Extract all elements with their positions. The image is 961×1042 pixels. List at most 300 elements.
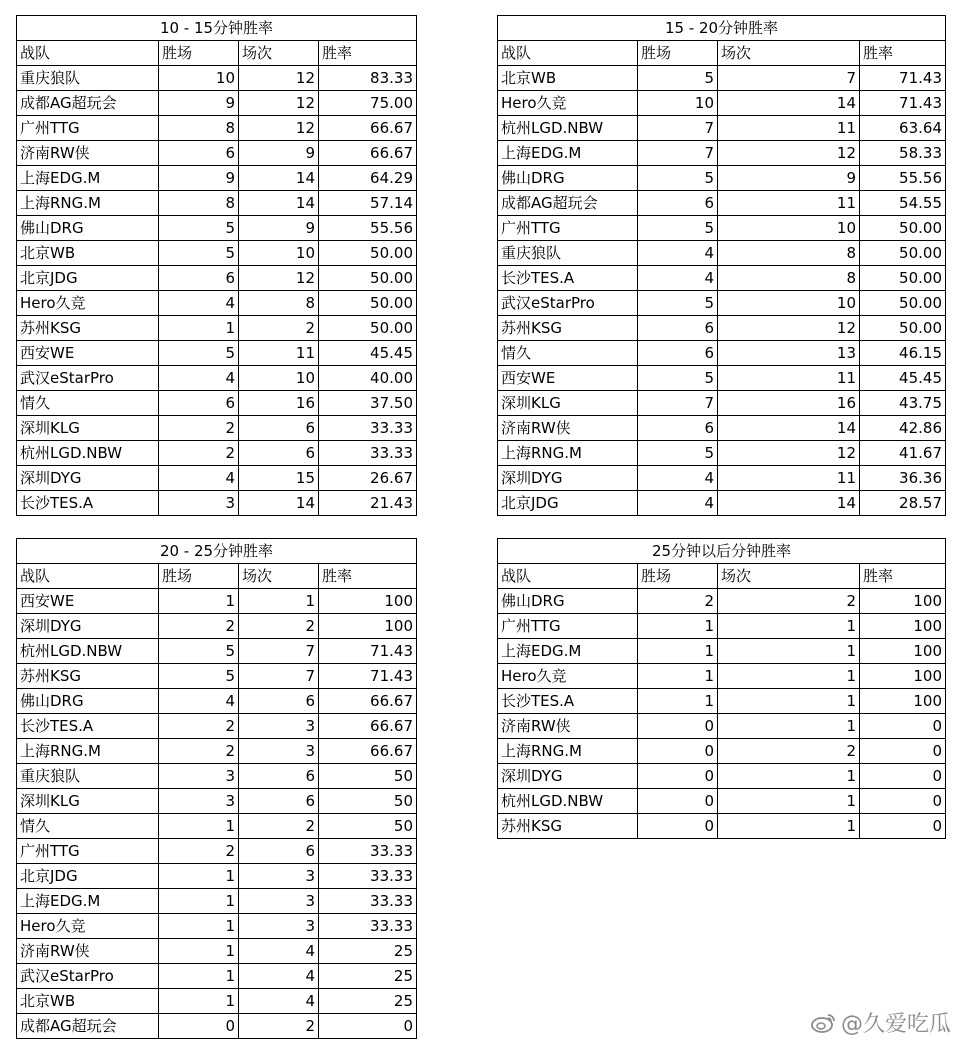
- win-rate-cell: 26.67: [319, 466, 417, 491]
- team-cell: 广州TTG: [498, 614, 638, 639]
- wins-cell: 5: [638, 291, 718, 316]
- wins-cell: 0: [638, 789, 718, 814]
- win-rate-cell: 55.56: [319, 216, 417, 241]
- games-cell: 2: [239, 1014, 319, 1039]
- games-cell: 11: [718, 191, 860, 216]
- team-cell: 深圳DYG: [17, 614, 159, 639]
- games-cell: 12: [239, 266, 319, 291]
- games-cell: 1: [718, 639, 860, 664]
- team-cell: 佛山DRG: [498, 166, 638, 191]
- table-row: [498, 241, 946, 266]
- column-header: 场次: [239, 41, 319, 66]
- wins-cell: 5: [638, 441, 718, 466]
- team-cell: 杭州LGD.NBW: [17, 639, 159, 664]
- games-cell: 10: [239, 366, 319, 391]
- wins-cell: 1: [159, 914, 239, 939]
- win-rate-cell: 25: [319, 989, 417, 1014]
- table-row: [498, 391, 946, 416]
- table-row: [17, 366, 417, 391]
- team-cell: 西安WE: [17, 341, 159, 366]
- wins-cell: 1: [159, 964, 239, 989]
- team-cell: 苏州KSG: [498, 814, 638, 839]
- wins-cell: 10: [159, 66, 239, 91]
- watermark-text: @久爱吃瓜: [840, 1012, 951, 1037]
- games-cell: 1: [718, 814, 860, 839]
- games-cell: 7: [718, 66, 860, 91]
- table-title: 15 - 20分钟胜率: [498, 16, 946, 41]
- games-cell: 11: [718, 366, 860, 391]
- wins-cell: 5: [159, 664, 239, 689]
- games-cell: 6: [239, 839, 319, 864]
- column-header: 战队: [17, 41, 159, 66]
- win-rate-table-20-25: [16, 538, 417, 1039]
- table-row: [17, 191, 417, 216]
- table-row: [498, 764, 946, 789]
- team-cell: Hero久竞: [17, 291, 159, 316]
- games-cell: 9: [239, 141, 319, 166]
- win-rate-cell: 66.67: [319, 739, 417, 764]
- win-rate-cell: 33.33: [319, 416, 417, 441]
- wins-cell: 1: [638, 614, 718, 639]
- team-cell: 武汉eStarPro: [17, 366, 159, 391]
- games-cell: 13: [718, 341, 860, 366]
- games-cell: 14: [239, 166, 319, 191]
- team-cell: 杭州LGD.NBW: [498, 116, 638, 141]
- table-row: [498, 116, 946, 141]
- team-cell: 北京WB: [17, 989, 159, 1014]
- games-cell: 16: [718, 391, 860, 416]
- column-header: 场次: [718, 564, 860, 589]
- table-row: [17, 939, 417, 964]
- table-row: [17, 814, 417, 839]
- table-title: 25分钟以后分钟胜率: [498, 539, 946, 564]
- table-row: [498, 191, 946, 216]
- games-cell: 4: [239, 939, 319, 964]
- column-header: 胜场: [159, 41, 239, 66]
- table-row: [498, 166, 946, 191]
- win-rate-cell: 46.15: [860, 341, 946, 366]
- table-row: [498, 789, 946, 814]
- table-row: [17, 989, 417, 1014]
- table-header-row: [17, 564, 417, 589]
- wins-cell: 2: [159, 739, 239, 764]
- wins-cell: 4: [159, 689, 239, 714]
- games-cell: 14: [718, 416, 860, 441]
- table-row: [498, 91, 946, 116]
- games-cell: 12: [239, 66, 319, 91]
- games-cell: 6: [239, 789, 319, 814]
- win-rate-cell: 37.50: [319, 391, 417, 416]
- table-header-row: [498, 564, 946, 589]
- games-cell: 11: [718, 466, 860, 491]
- team-cell: 上海EDG.M: [17, 889, 159, 914]
- team-cell: 上海RNG.M: [17, 191, 159, 216]
- team-cell: 武汉eStarPro: [17, 964, 159, 989]
- wins-cell: 7: [638, 141, 718, 166]
- wins-cell: 6: [638, 341, 718, 366]
- win-rate-cell: 50: [319, 814, 417, 839]
- table-row: [498, 441, 946, 466]
- team-cell: 上海RNG.M: [17, 739, 159, 764]
- games-cell: 4: [239, 964, 319, 989]
- team-cell: 济南RW侠: [498, 714, 638, 739]
- column-header: 战队: [17, 564, 159, 589]
- table-row: [17, 589, 417, 614]
- wins-cell: 3: [159, 491, 239, 516]
- team-cell: 西安WE: [498, 366, 638, 391]
- wins-cell: 1: [638, 639, 718, 664]
- games-cell: 1: [718, 689, 860, 714]
- games-cell: 6: [239, 689, 319, 714]
- table-row: [498, 141, 946, 166]
- table-row: [17, 639, 417, 664]
- table-row: [17, 141, 417, 166]
- games-cell: 8: [718, 266, 860, 291]
- win-rate-cell: 100: [319, 589, 417, 614]
- table-row: [17, 66, 417, 91]
- team-cell: 深圳DYG: [498, 764, 638, 789]
- win-rate-cell: 100: [860, 664, 946, 689]
- table-row: [17, 166, 417, 191]
- watermark: [811, 1007, 951, 1038]
- games-cell: 3: [239, 889, 319, 914]
- table-header-row: [498, 41, 946, 66]
- team-cell: 重庆狼队: [498, 241, 638, 266]
- table-row: [498, 366, 946, 391]
- column-header: 胜率: [860, 564, 946, 589]
- wins-cell: 5: [159, 341, 239, 366]
- table-row: [17, 391, 417, 416]
- team-cell: 佛山DRG: [498, 589, 638, 614]
- wins-cell: 2: [638, 589, 718, 614]
- wins-cell: 1: [638, 689, 718, 714]
- column-header: 胜率: [319, 564, 417, 589]
- team-cell: 情久: [17, 391, 159, 416]
- games-cell: 6: [239, 441, 319, 466]
- games-cell: 11: [239, 341, 319, 366]
- wins-cell: 3: [159, 764, 239, 789]
- table-row: [17, 1014, 417, 1039]
- column-header: 胜场: [638, 41, 718, 66]
- team-cell: 深圳KLG: [498, 391, 638, 416]
- win-rate-cell: 71.43: [860, 91, 946, 116]
- team-cell: 苏州KSG: [17, 316, 159, 341]
- team-cell: 北京JDG: [17, 266, 159, 291]
- wins-cell: 6: [638, 191, 718, 216]
- team-cell: 成都AG超玩会: [498, 191, 638, 216]
- wins-cell: 0: [159, 1014, 239, 1039]
- table-title-row: [17, 16, 417, 41]
- win-rate-cell: 71.43: [319, 639, 417, 664]
- win-rate-cell: 0: [860, 739, 946, 764]
- wins-cell: 8: [159, 191, 239, 216]
- table-row: [17, 914, 417, 939]
- team-cell: 情久: [498, 341, 638, 366]
- games-cell: 9: [718, 166, 860, 191]
- team-cell: Hero久竞: [498, 664, 638, 689]
- win-rate-cell: 83.33: [319, 66, 417, 91]
- table-row: [498, 466, 946, 491]
- win-rate-cell: 33.33: [319, 914, 417, 939]
- team-cell: 情久: [17, 814, 159, 839]
- table-row: [498, 814, 946, 839]
- win-rate-cell: 66.67: [319, 116, 417, 141]
- win-rate-cell: 66.67: [319, 689, 417, 714]
- table-row: [17, 291, 417, 316]
- wins-cell: 0: [638, 764, 718, 789]
- wins-cell: 1: [159, 589, 239, 614]
- table-row: [17, 789, 417, 814]
- wins-cell: 2: [159, 441, 239, 466]
- column-header: 胜场: [159, 564, 239, 589]
- table-row: [498, 416, 946, 441]
- win-rate-cell: 71.43: [860, 66, 946, 91]
- games-cell: 7: [239, 664, 319, 689]
- win-rate-table-25-plus: [497, 538, 946, 839]
- games-cell: 12: [718, 316, 860, 341]
- team-cell: 长沙TES.A: [17, 491, 159, 516]
- win-rate-cell: 58.33: [860, 141, 946, 166]
- win-rate-cell: 33.33: [319, 839, 417, 864]
- team-cell: 深圳KLG: [17, 789, 159, 814]
- win-rate-cell: 50.00: [860, 241, 946, 266]
- team-cell: 上海RNG.M: [498, 441, 638, 466]
- table-row: [498, 291, 946, 316]
- wins-cell: 4: [638, 266, 718, 291]
- team-cell: 上海RNG.M: [498, 739, 638, 764]
- team-cell: 深圳DYG: [17, 466, 159, 491]
- wins-cell: 4: [638, 241, 718, 266]
- wins-cell: 1: [159, 989, 239, 1014]
- wins-cell: 1: [159, 889, 239, 914]
- wins-cell: 6: [159, 141, 239, 166]
- wins-cell: 6: [638, 416, 718, 441]
- table-title: 20 - 25分钟胜率: [17, 539, 417, 564]
- games-cell: 14: [718, 91, 860, 116]
- games-cell: 6: [239, 764, 319, 789]
- games-cell: 8: [239, 291, 319, 316]
- games-cell: 12: [239, 116, 319, 141]
- wins-cell: 5: [638, 366, 718, 391]
- wins-cell: 5: [638, 66, 718, 91]
- games-cell: 2: [239, 614, 319, 639]
- team-cell: Hero久竞: [17, 914, 159, 939]
- wins-cell: 1: [159, 814, 239, 839]
- team-cell: 上海EDG.M: [498, 141, 638, 166]
- win-rate-cell: 55.56: [860, 166, 946, 191]
- team-cell: 长沙TES.A: [17, 714, 159, 739]
- win-rate-cell: 64.29: [319, 166, 417, 191]
- win-rate-cell: 0: [860, 789, 946, 814]
- table-row: [17, 316, 417, 341]
- games-cell: 14: [718, 491, 860, 516]
- table-row: [498, 216, 946, 241]
- table-row: [498, 589, 946, 614]
- table-row: [17, 764, 417, 789]
- wins-cell: 6: [159, 266, 239, 291]
- wins-cell: 2: [159, 714, 239, 739]
- wins-cell: 0: [638, 739, 718, 764]
- team-cell: 武汉eStarPro: [498, 291, 638, 316]
- table-row: [498, 664, 946, 689]
- wins-cell: 5: [638, 216, 718, 241]
- wins-cell: 4: [638, 491, 718, 516]
- win-rate-cell: 25: [319, 964, 417, 989]
- win-rate-cell: 75.00: [319, 91, 417, 116]
- team-cell: 长沙TES.A: [498, 266, 638, 291]
- team-cell: 上海EDG.M: [498, 639, 638, 664]
- games-cell: 2: [239, 814, 319, 839]
- win-rate-cell: 50.00: [860, 266, 946, 291]
- table-row: [17, 714, 417, 739]
- team-cell: Hero久竞: [498, 91, 638, 116]
- games-cell: 6: [239, 416, 319, 441]
- table-row: [17, 664, 417, 689]
- wins-cell: 4: [159, 291, 239, 316]
- team-cell: 苏州KSG: [17, 664, 159, 689]
- team-cell: 上海EDG.M: [17, 166, 159, 191]
- win-rate-cell: 33.33: [319, 441, 417, 466]
- win-rate-table-10-15: [16, 15, 417, 516]
- win-rate-cell: 63.64: [860, 116, 946, 141]
- games-cell: 16: [239, 391, 319, 416]
- team-cell: 苏州KSG: [498, 316, 638, 341]
- table-row: [17, 614, 417, 639]
- win-rate-cell: 33.33: [319, 889, 417, 914]
- win-rate-cell: 50.00: [860, 316, 946, 341]
- team-cell: 成都AG超玩会: [17, 1014, 159, 1039]
- wins-cell: 1: [159, 864, 239, 889]
- wins-cell: 3: [159, 789, 239, 814]
- games-cell: 3: [239, 714, 319, 739]
- win-rate-cell: 100: [860, 689, 946, 714]
- team-cell: 北京WB: [17, 241, 159, 266]
- wins-cell: 8: [159, 116, 239, 141]
- win-rate-cell: 50.00: [319, 291, 417, 316]
- win-rate-cell: 50.00: [319, 241, 417, 266]
- games-cell: 4: [239, 989, 319, 1014]
- wins-cell: 4: [159, 366, 239, 391]
- table-row: [17, 689, 417, 714]
- table-title-row: [498, 539, 946, 564]
- games-cell: 10: [718, 216, 860, 241]
- team-cell: 济南RW侠: [17, 141, 159, 166]
- team-cell: 济南RW侠: [498, 416, 638, 441]
- win-rate-cell: 21.43: [319, 491, 417, 516]
- games-cell: 1: [718, 789, 860, 814]
- win-rate-cell: 54.55: [860, 191, 946, 216]
- table-row: [17, 266, 417, 291]
- games-cell: 10: [239, 241, 319, 266]
- team-cell: 北京JDG: [498, 491, 638, 516]
- games-cell: 12: [718, 441, 860, 466]
- table-row: [17, 116, 417, 141]
- win-rate-table-15-20: [497, 15, 946, 516]
- wins-cell: 0: [638, 814, 718, 839]
- table-row: [498, 266, 946, 291]
- table-title: 10 - 15分钟胜率: [17, 16, 417, 41]
- games-cell: 1: [718, 764, 860, 789]
- games-cell: 3: [239, 914, 319, 939]
- games-cell: 1: [718, 714, 860, 739]
- games-cell: 7: [239, 639, 319, 664]
- team-cell: 北京JDG: [17, 864, 159, 889]
- win-rate-cell: 100: [860, 614, 946, 639]
- win-rate-cell: 50.00: [860, 291, 946, 316]
- column-header: 战队: [498, 41, 638, 66]
- win-rate-cell: 45.45: [860, 366, 946, 391]
- win-rate-cell: 66.67: [319, 714, 417, 739]
- wins-cell: 5: [638, 166, 718, 191]
- games-cell: 1: [718, 664, 860, 689]
- win-rate-cell: 100: [860, 639, 946, 664]
- win-rate-cell: 50: [319, 764, 417, 789]
- games-cell: 3: [239, 739, 319, 764]
- table-row: [498, 316, 946, 341]
- team-cell: 广州TTG: [17, 839, 159, 864]
- win-rate-cell: 0: [319, 1014, 417, 1039]
- table-row: [17, 241, 417, 266]
- table-title-row: [498, 16, 946, 41]
- games-cell: 2: [718, 739, 860, 764]
- weibo-icon: [811, 1012, 837, 1034]
- win-rate-cell: 100: [860, 589, 946, 614]
- table-row: [498, 66, 946, 91]
- wins-cell: 5: [159, 241, 239, 266]
- win-rate-cell: 57.14: [319, 191, 417, 216]
- wins-cell: 1: [638, 664, 718, 689]
- games-cell: 11: [718, 116, 860, 141]
- wins-cell: 1: [159, 939, 239, 964]
- win-rate-cell: 0: [860, 764, 946, 789]
- wins-cell: 9: [159, 91, 239, 116]
- team-cell: 重庆狼队: [17, 66, 159, 91]
- wins-cell: 0: [638, 714, 718, 739]
- win-rate-cell: 71.43: [319, 664, 417, 689]
- table-row: [17, 341, 417, 366]
- team-cell: 广州TTG: [17, 116, 159, 141]
- table-row: [17, 491, 417, 516]
- games-cell: 3: [239, 864, 319, 889]
- wins-cell: 2: [159, 614, 239, 639]
- win-rate-cell: 41.67: [860, 441, 946, 466]
- column-header: 场次: [239, 564, 319, 589]
- wins-cell: 6: [638, 316, 718, 341]
- table-row: [498, 689, 946, 714]
- table-row: [17, 889, 417, 914]
- table-row: [498, 614, 946, 639]
- table-row: [17, 441, 417, 466]
- table-row: [17, 839, 417, 864]
- wins-cell: 4: [638, 466, 718, 491]
- table-row: [17, 739, 417, 764]
- games-cell: 1: [239, 589, 319, 614]
- wins-cell: 10: [638, 91, 718, 116]
- win-rate-cell: 45.45: [319, 341, 417, 366]
- win-rate-cell: 43.75: [860, 391, 946, 416]
- win-rate-cell: 50.00: [860, 216, 946, 241]
- team-cell: 杭州LGD.NBW: [498, 789, 638, 814]
- column-header: 胜场: [638, 564, 718, 589]
- wins-cell: 1: [159, 316, 239, 341]
- table-title-row: [17, 539, 417, 564]
- team-cell: 广州TTG: [498, 216, 638, 241]
- games-cell: 12: [239, 91, 319, 116]
- wins-cell: 2: [159, 839, 239, 864]
- team-cell: 佛山DRG: [17, 216, 159, 241]
- win-rate-cell: 36.36: [860, 466, 946, 491]
- table-row: [17, 216, 417, 241]
